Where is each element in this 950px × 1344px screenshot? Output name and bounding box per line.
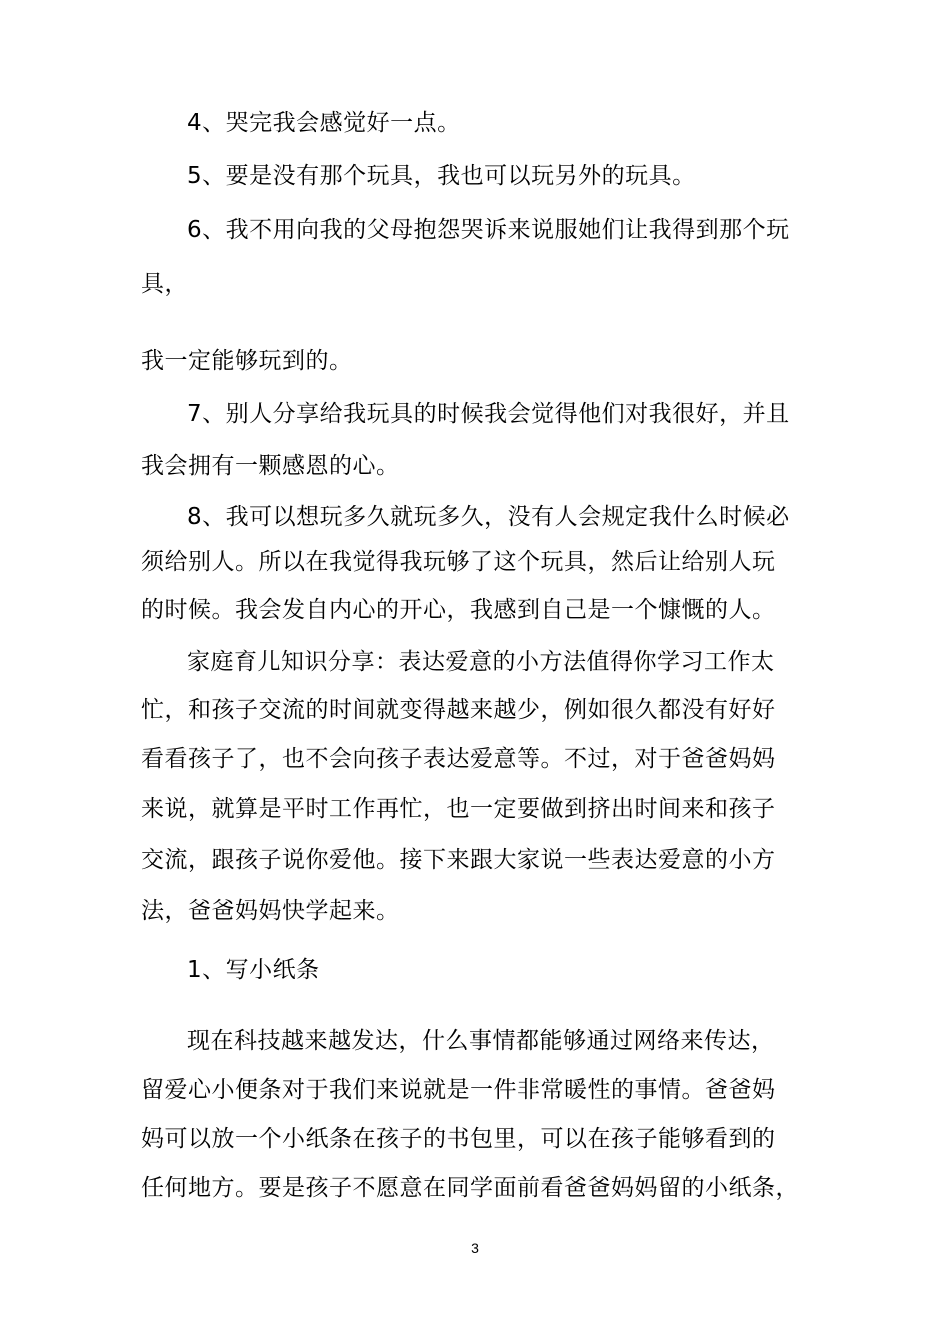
paragraph-line: 任何地方。要是孩子不愿意在同学面前看爸爸妈妈留的小纸条， xyxy=(141,1175,799,1201)
page-number: 3 xyxy=(471,1240,479,1256)
list-item-8-line-3: 的时候。我会发自内心的开心，我感到自己是一个慷慨的人。 xyxy=(141,597,776,623)
paragraph-line: 忙，和孩子交流的时间就变得越来越少，例如很久都没有好好 xyxy=(141,697,776,723)
paragraph-line: 现在科技越来越发达，什么事情都能够通过网络来传达， xyxy=(187,1028,775,1054)
list-item-4: 4、哭完我会感觉好一点。 xyxy=(187,110,461,136)
paragraph-line: 交流，跟孩子说你爱他。接下来跟大家说一些表达爱意的小方 xyxy=(141,847,776,873)
list-item-8-line-1: 8、我可以想玩多久就玩多久，没有人会规定我什么时候必 xyxy=(187,504,790,530)
paragraph-line: 法，爸爸妈妈快学起来。 xyxy=(141,898,400,924)
paragraph-line: 看看孩子了，也不会向孩子表达爱意等。不过，对于爸爸妈妈 xyxy=(141,746,776,772)
list-item-5: 5、要是没有那个玩具，我也可以玩另外的玩具。 xyxy=(187,163,696,189)
text-line: 我一定能够玩到的。 xyxy=(141,348,353,374)
list-item-6-line-1: 6、我不用向我的父母抱怨哭诉来说服她们让我得到那个玩 xyxy=(187,217,790,243)
section-heading: 1、写小纸条 xyxy=(187,957,320,983)
list-item-7-line-1: 7、别人分享给我玩具的时候我会觉得他们对我很好，并且 xyxy=(187,401,790,427)
paragraph-line: 妈可以放一个小纸条在孩子的书包里，可以在孩子能够看到的 xyxy=(141,1126,776,1152)
list-item-7-line-2: 我会拥有一颗感恩的心。 xyxy=(141,453,400,479)
paragraph-line: 来说，就算是平时工作再忙，也一定要做到挤出时间来和孩子 xyxy=(141,796,776,822)
paragraph-line: 家庭育儿知识分享：表达爱意的小方法值得你学习工作太 xyxy=(187,649,775,675)
list-item-6-line-2: 具， xyxy=(141,271,188,297)
list-item-8-line-2: 须给别人。所以在我觉得我玩够了这个玩具，然后让给别人玩 xyxy=(141,549,776,575)
paragraph-line: 留爱心小便条对于我们来说就是一件非常暖性的事情。爸爸妈 xyxy=(141,1077,776,1103)
